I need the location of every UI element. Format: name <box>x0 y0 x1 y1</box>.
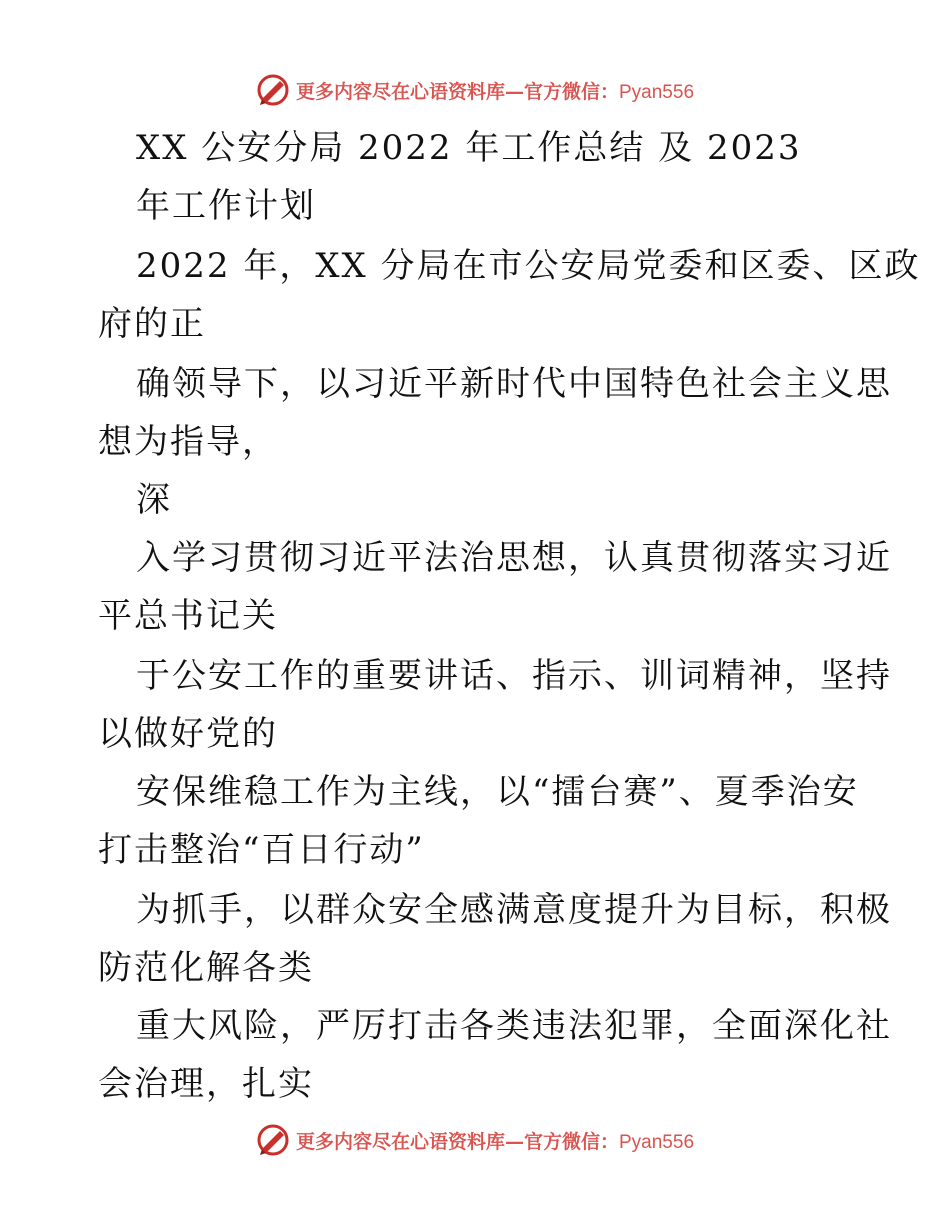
watermark-id: Pyan556 <box>619 81 695 103</box>
paragraph-line: 入学习贯彻习近平法治思想，认真贯彻落实习近 <box>136 538 892 578</box>
header-watermark <box>0 70 950 110</box>
watermark-official: 官方微信： <box>523 80 619 103</box>
paragraph-line: 打击整治“百日行动” <box>98 830 425 870</box>
paragraph-line: 平总书记关 <box>98 596 278 636</box>
paragraph-line: 于公安工作的重要讲话、指示、训词精神，坚持 <box>136 656 892 696</box>
watermark-id: Pyan556 <box>619 1131 695 1153</box>
paragraph-line: 为抓手，以群众安全感满意度提升为目标，积极 <box>136 890 892 930</box>
paragraph-line: 想为指导， <box>98 422 278 462</box>
paragraph-line: 2022 年，XX 分局在市公安局党委和区委、区政 <box>136 246 921 286</box>
watermark-text <box>296 77 694 104</box>
watermark-dash: — <box>504 80 524 103</box>
document-title-line-1: XX 公安分局 2022 年工作总结 及 2023 <box>136 128 802 168</box>
paragraph-line: 防范化解各类 <box>98 948 314 988</box>
paragraph-line: 会治理，扎实 <box>98 1064 314 1104</box>
paragraph-line: 确领导下，以习近平新时代中国特色社会主义思 <box>136 364 892 404</box>
watermark-brand: 更多内容尽在心语资料库 <box>295 1130 505 1153</box>
watermark-official: 官方微信： <box>523 1130 619 1153</box>
footer-watermark <box>0 1120 950 1160</box>
paragraph-line: 以做好党的 <box>98 714 278 754</box>
paragraph-line: 安保维稳工作为主线，以“擂台赛”、夏季治安 <box>136 772 859 812</box>
paragraph-line: 深 <box>136 480 172 520</box>
paragraph-line: 重大风险，严厉打击各类违法犯罪，全面深化社 <box>136 1006 892 1046</box>
watermark-brand: 更多内容尽在心语资料库 <box>295 80 505 103</box>
pen-logo-icon <box>256 73 290 107</box>
document-title-line-2: 年工作计划 <box>136 186 316 226</box>
watermark-text <box>296 1127 694 1154</box>
pen-logo-icon <box>256 1123 290 1157</box>
paragraph-line: 府的正 <box>98 304 206 344</box>
watermark-dash: — <box>504 1130 524 1153</box>
